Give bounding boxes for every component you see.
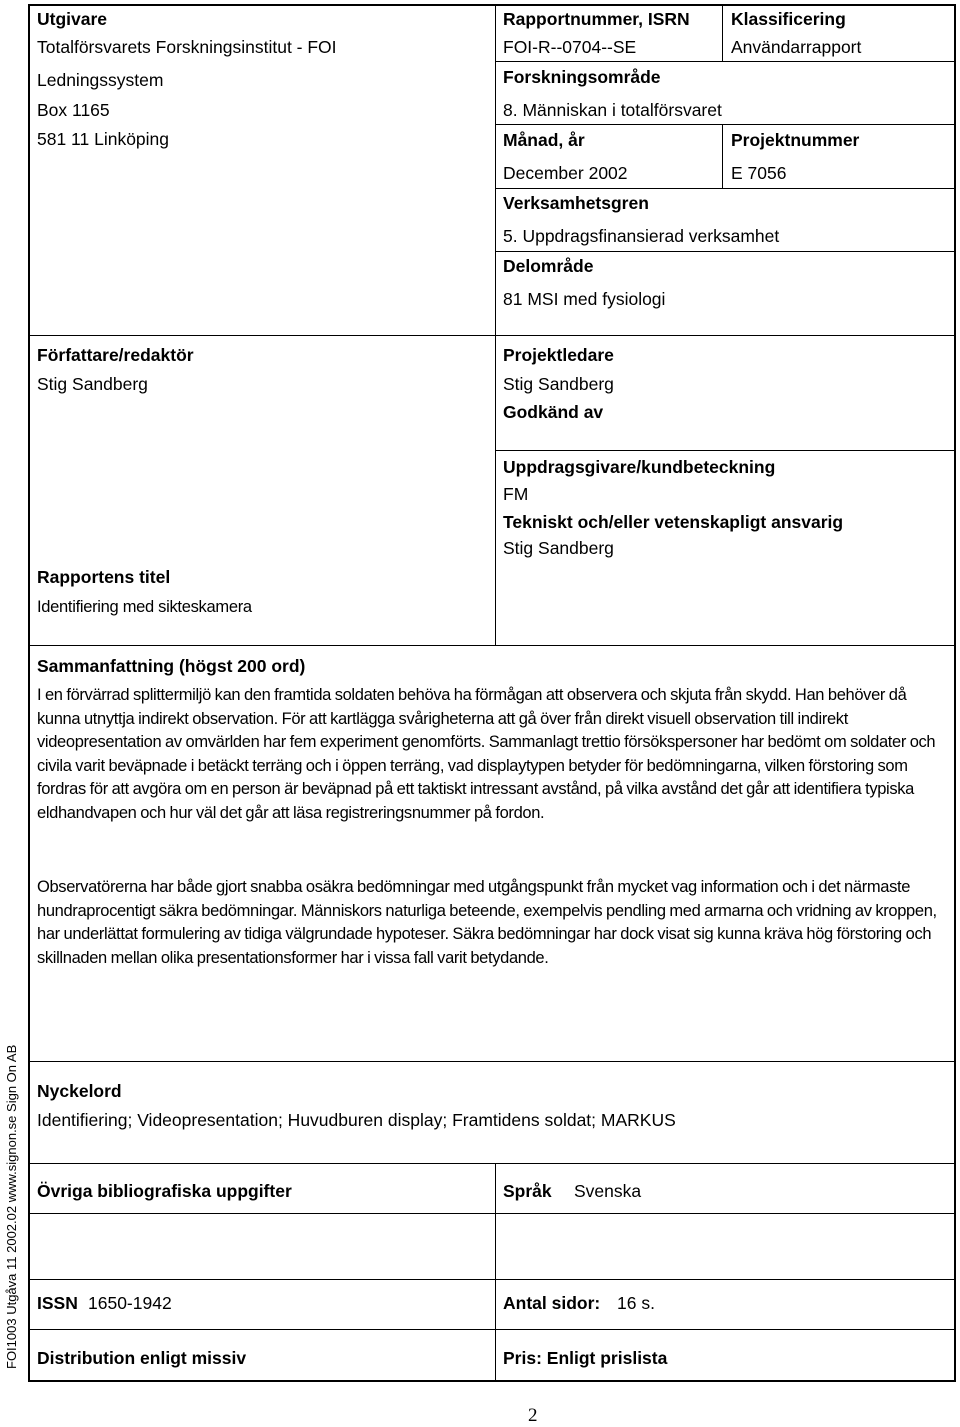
antal-label: Antal sidor: [503,1293,601,1313]
rule-issn-top [28,1279,956,1280]
rule-summary-bottom [28,1061,956,1062]
rule-vertical-main-top [495,4,496,646]
forskningsomrade-value: 8. Människan i totalförsvaret [503,100,722,120]
sprak-value: Svenska [574,1181,642,1201]
rule-vertical-footer [495,1163,496,1382]
antal-value: 16 s. [617,1293,655,1313]
tekniskt-value: Stig Sandberg [503,538,614,558]
ovriga-label: Övriga bibliografiska uppgifter [37,1181,292,1201]
tekniskt-label: Tekniskt och/eller vetenskapligt ansvarig [503,512,844,532]
summary-paragraph-2 [37,876,949,970]
titel-label: Rapportens titel [37,567,171,587]
keywords-label: Nyckelord [37,1081,122,1101]
rule-top-right-3 [495,188,956,189]
rule-keywords-bottom [28,1163,956,1164]
keywords-value: Identifiering; Videopresentation; Huvudburen display; Framtidens soldat; MARKUS [37,1110,676,1130]
manad-value: December 2002 [503,163,628,183]
projektnummer-value: E 7056 [731,163,787,183]
issn-label: ISSN [37,1293,78,1313]
manad-label: Månad, år [503,130,585,150]
utgivare-line-4: 581 11 Linköping [37,129,170,149]
rule-top-right-1 [495,61,956,62]
rule-vertical-projektnummer [722,124,723,188]
rule-top-right-2 [495,124,956,125]
distribution-label: Distribution enligt missiv [37,1348,247,1368]
rule-header-bottom [28,335,956,336]
pris-label: Pris: Enligt prislista [503,1348,668,1368]
summary-label: Sammanfattning (högst 200 ord) [37,656,306,676]
rule-ovriga-bottom [28,1213,956,1214]
verksamhetsgren-value: 5. Uppdragsfinansierad verksamhet [503,226,780,246]
titel-value: Identifiering med sikteskamera [37,598,252,616]
forfattare-value: Stig Sandberg [37,374,148,394]
utgivare-label: Utgivare [37,9,108,29]
projektnummer-label: Projektnummer [731,130,860,150]
sprak-label: Språk [503,1181,552,1201]
forfattare-label: Författare/redaktör [37,345,194,365]
forskningsomrade-label: Forskningsområde [503,67,661,87]
verksamhetsgren-label: Verksamhetsgren [503,193,649,213]
rapportnummer-value: FOI-R--0704--SE [503,37,637,57]
rule-top-right-4 [495,251,956,252]
uppdragsgivare-label: Uppdragsgivare/kundbeteckning [503,457,776,477]
rapportnummer-label: Rapportnummer, ISRN [503,9,690,29]
page-number: 2 [528,1405,538,1426]
summary-paragraph-1 [37,684,949,826]
side-form-id: FOI1003 Utgåva 11 2002.02 www.signon.se Sign On AB [4,1044,19,1369]
rule-title-bottom [28,645,956,646]
projektledare-value: Stig Sandberg [503,374,614,394]
rule-vertical-klassificering [722,4,723,62]
utgivare-line-1: Totalförsvarets Forskningsinstitut - FOI [37,37,337,57]
rule-distribution-top [28,1329,956,1330]
utgivare-line-2: Ledningssystem [37,70,164,90]
delomrade-label: Delområde [503,256,594,276]
projektledare-label: Projektledare [503,345,614,365]
issn-value: 1650-1942 [88,1293,172,1313]
godkand-label: Godkänd av [503,402,604,422]
summary-text-1: I en förvärrad splittermiljö kan den framtida soldaten behöva ha förmågan att observera och skjuta från skydd. Han behöver då kunna utnyttja indirekt observation. För att kartlägga svårigheterna att gå över från direkt visuell observation till indirekt videopresentation av omvärlden har fem experiment genomförts. Sammanlagt trettio försökspersoner har bedömt om soldater och civila varit beväpnade i betäckt terräng och i öppen terräng, vad displaytypen betyder för bedömningarna, vilken förstoring som fordras för att avgöra om en person är beväpnad på ett taktiskt intressant avstånd, på vilka avstånd det går att identifiera typiska eldhandvapen och hur väl det går att läsa registreringsnummer på fordon. [37,686,936,822]
klassificering-value: Användarrapport [731,37,862,57]
delomrade-value: 81 MSI med fysiologi [503,289,666,309]
summary-text-2: Observatörerna har både gjort snabba osäkra bedömningar med utgångspunkt från mycket vag information och i det närmaste hundraprocentigt säkra bedömningar. Människors naturliga beteende, exempelvis pendling med armarna och vridning av kroppen, har underlättat formulering av tidiga välgrundade hypoteser. Säkra bedömningar har dock visat sig kunna kräva hög förstoring och skillnaden mellan olika presentationsformer har i vissa fall varit betydande. [37,878,937,967]
uppdragsgivare-value: FM [503,484,529,504]
rule-people-right [495,450,956,451]
klassificering-label: Klassificering [731,9,846,29]
utgivare-line-3: Box 1165 [37,100,110,120]
